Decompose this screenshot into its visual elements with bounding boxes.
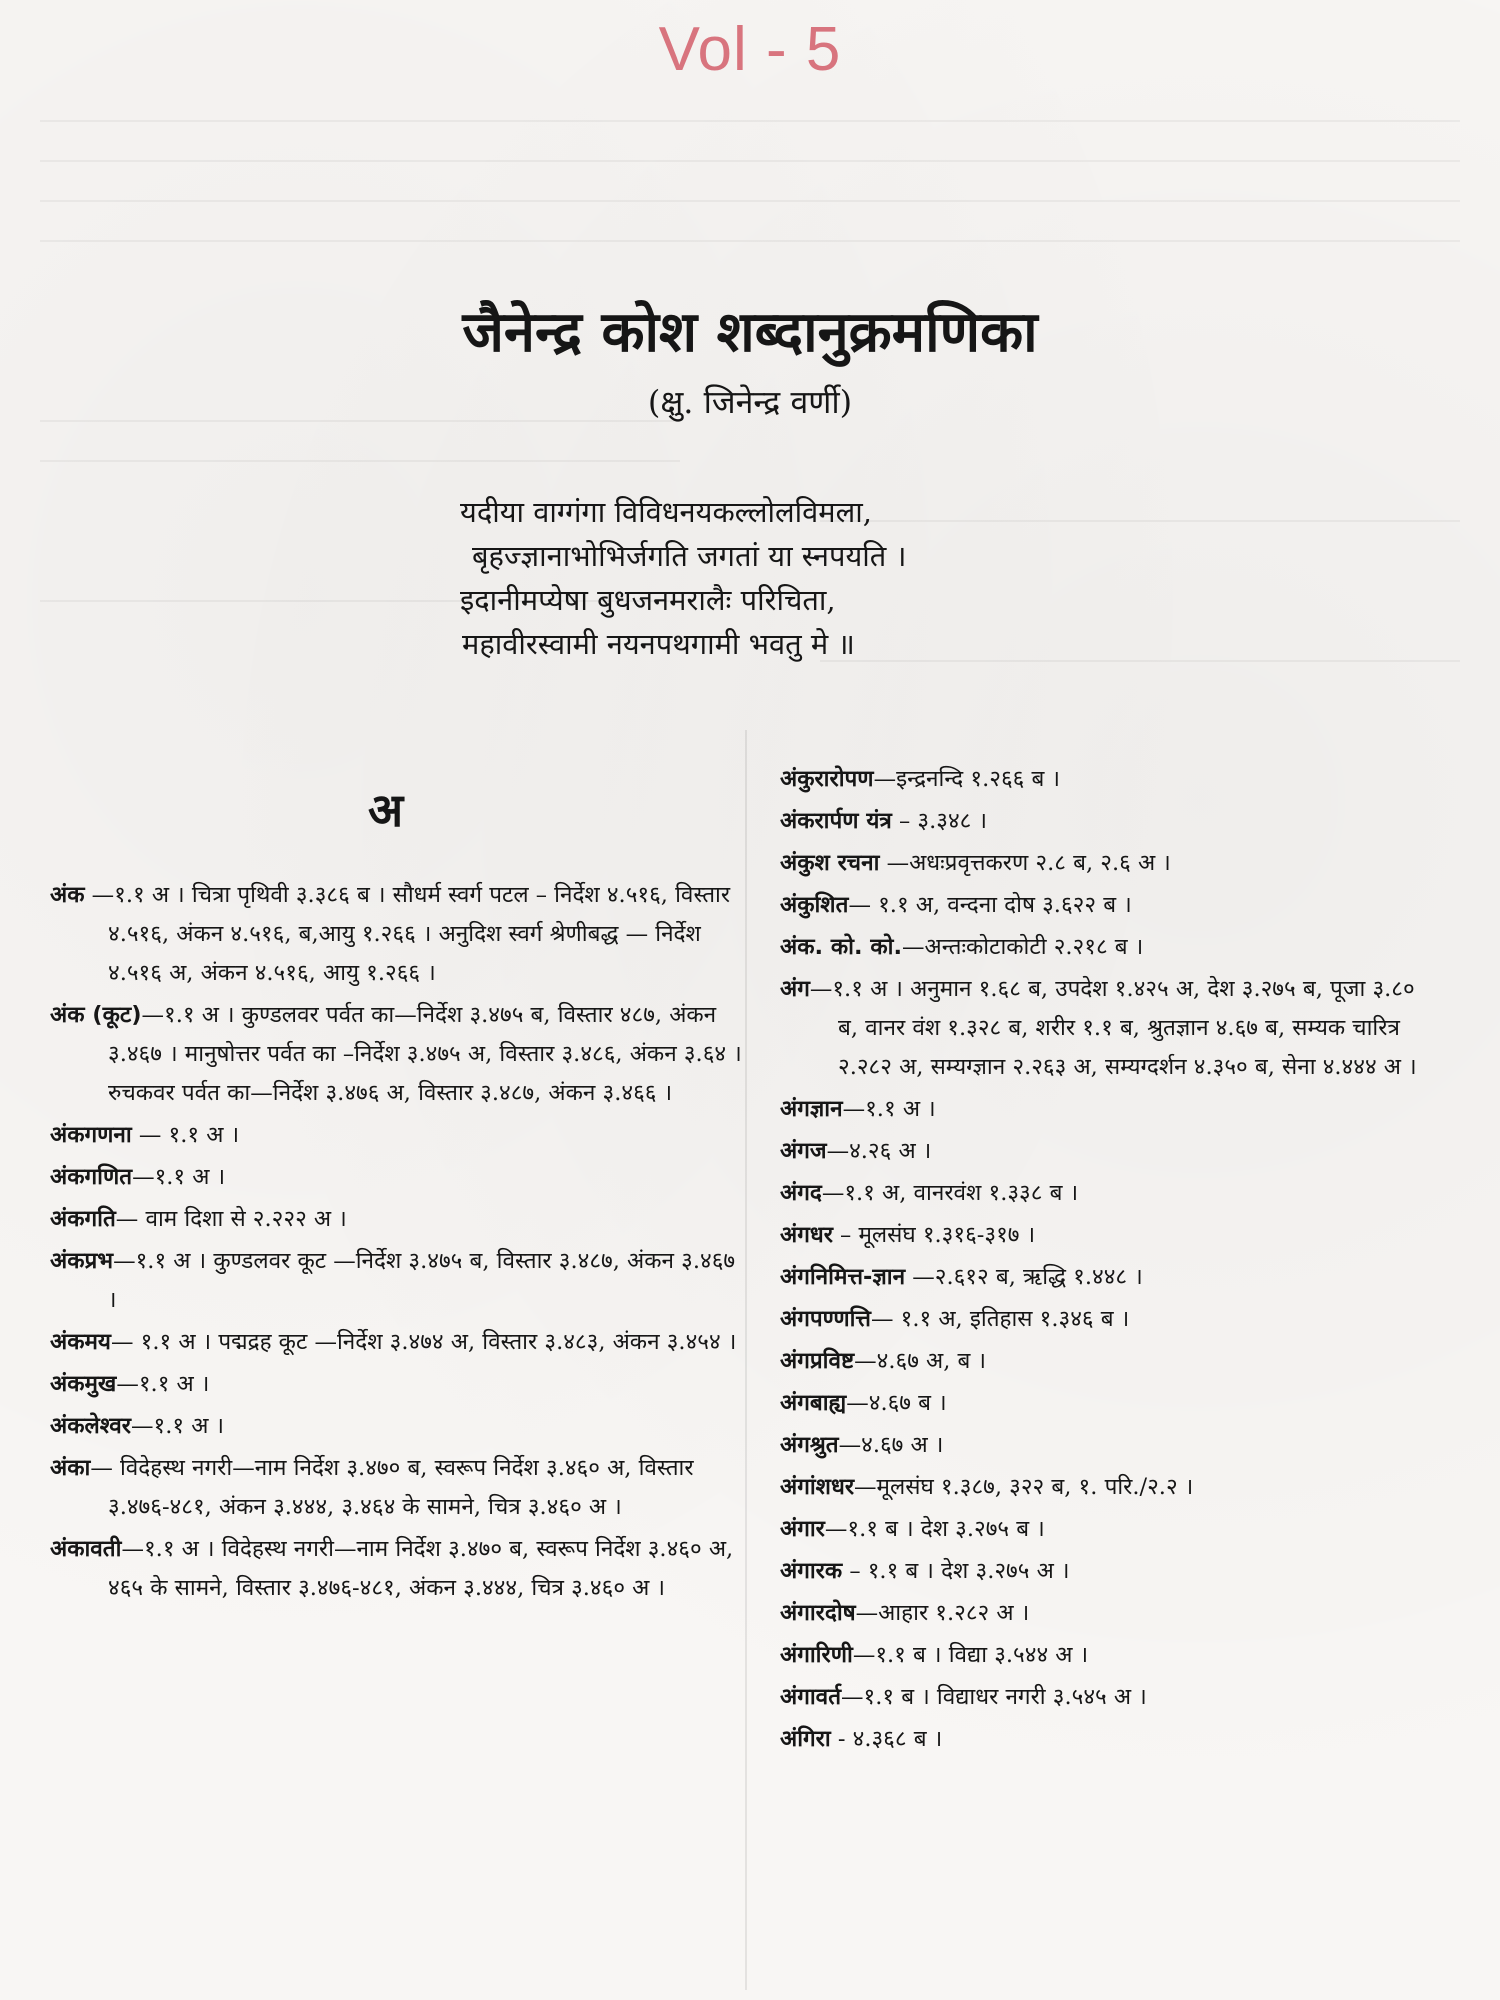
index-entry	[50, 1365, 750, 1404]
entry-references: - ४.३६८ ब ।	[830, 1726, 943, 1752]
entry-headword: अंकमय	[50, 1329, 111, 1355]
index-entry	[780, 760, 1420, 799]
index-entry	[780, 1552, 1420, 1591]
entry-references: —अधःप्रवृत्तकरण २.८ ब, २.६ अ ।	[879, 850, 1171, 876]
entry-headword: अंगारिणी	[780, 1642, 853, 1668]
entry-references: —१.१ अ । चित्रा पृथिवी ३.३८६ ब । सौधर्म स्वर्ग पटल – निर्देश ४.५१६, विस्तार ४.५१६, अंकन ४.५१६, ब,आयु १.२६६ । अनुदिश स्वर्ग श्रेणीबद्ध — निर्देश ४.५१६ अ, अंकन ४.५१६, आयु १.२६६ ।	[84, 882, 731, 986]
index-entry	[780, 928, 1420, 967]
entry-headword: अंगज	[780, 1138, 827, 1164]
index-entry	[50, 1158, 750, 1197]
entry-references: —४.२६ अ ।	[826, 1138, 932, 1164]
entry-headword: अंगनिमित्त-ज्ञान	[780, 1264, 906, 1290]
entry-references: —१.१ अ ।	[116, 1371, 210, 1397]
section-letter: अ	[368, 783, 404, 837]
entry-references: —१.१ अ, वानरवंश १.३३८ ब ।	[821, 1180, 1079, 1206]
entry-headword: अंक	[50, 882, 85, 908]
entry-references: — १.१ अ, इतिहास १.३४६ ब ।	[870, 1306, 1130, 1332]
index-entry	[50, 1242, 750, 1320]
entry-references: —१.१ अ ।	[132, 1164, 226, 1190]
index-entry	[780, 886, 1420, 925]
index-entry	[780, 1216, 1420, 1255]
verse-line: बृहज्ज्ञानाभोभिर्जगति जगतां या स्नपयति ।	[472, 539, 907, 573]
index-entry	[780, 1720, 1420, 1759]
entry-headword: अंगांशधर	[780, 1474, 855, 1500]
entry-headword: अंकावती	[50, 1536, 122, 1562]
entry-references: —१.१ ब । विद्या ३.५४४ अ ।	[852, 1642, 1089, 1668]
entry-references: —१.१ अ ।	[131, 1413, 225, 1439]
verse-line: इदानीमप्येषा बुधजनमरालैः परिचिता,	[460, 583, 836, 617]
index-entry	[50, 1407, 750, 1446]
entry-references: – १.१ ब । देश ३.२७५ अ ।	[842, 1558, 1070, 1584]
entry-headword: अंक (कूट)	[50, 1002, 142, 1028]
entry-headword: अंगिरा	[780, 1726, 831, 1752]
entry-headword: अंकलेश्वर	[50, 1413, 132, 1439]
entry-references: —१.१ अ । कुण्डलवर पर्वत का—निर्देश ३.४७५ ब, विस्तार ४८७, अंकन ३.४६७ । मानुषोत्तर पर्वत का –निर्देश ३.४७५ अ, विस्तार ३.४८६, अंकन ३.६४ । रुचकवर पर्वत का—निर्देश ३.४७६ अ, विस्तार ३.४८७, अंकन ३.४६६ ।	[108, 1002, 742, 1106]
entry-references: — वाम दिशा से २.२२२ अ ।	[115, 1206, 347, 1232]
entry-references: — १.१ अ । पद्मद्रह कूट —निर्देश ३.४७४ अ, विस्तार ३.४८३, अंकन ३.४५४ ।	[110, 1329, 737, 1355]
index-entry	[780, 1300, 1420, 1339]
entry-headword: अंकप्रभ	[50, 1248, 114, 1274]
index-entry	[780, 1594, 1420, 1633]
entry-headword: अंगप्रविष्ट	[780, 1348, 855, 1374]
entry-references: —१.१ ब । विद्याधर नगरी ३.५४५ अ ।	[841, 1684, 1147, 1710]
entry-headword: अंकरार्पण यंत्र	[780, 808, 892, 834]
index-entry	[780, 844, 1420, 883]
entry-references: —मूलसंघ १.३८७, ३२२ ब, १. परि./२.२ ।	[854, 1474, 1194, 1500]
entry-headword: अंगज्ञान	[780, 1096, 843, 1122]
index-entry	[50, 876, 750, 993]
index-entry	[780, 1384, 1420, 1423]
entry-references: —२.६१२ ब, ऋद्धि १.४४८ ।	[905, 1264, 1143, 1290]
entry-references: —१.१ अ । विदेहस्थ नगरी—नाम निर्देश ३.४७० ब, स्वरूप निर्देश ३.४६० अ, ४६५ के सामने, विस्तार ३.४७६-४८१, अंकन ३.४४४, चित्र ३.४६० अ ।	[108, 1536, 734, 1601]
verse-line: महावीरस्वामी नयनपथगामी भवतु मे ॥	[462, 627, 855, 661]
entry-headword: अंकुरारोपण	[780, 766, 874, 792]
index-entry	[50, 1449, 750, 1527]
index-entry	[780, 1090, 1420, 1129]
entry-headword: अंकुश रचना	[780, 850, 880, 876]
entry-references: – मूलसंघ १.३१६-३१७ ।	[832, 1222, 1036, 1248]
entry-references: —आहार १.२८२ अ ।	[855, 1600, 1030, 1626]
index-column-right	[780, 760, 1420, 1762]
entry-references: —१.१ अ ।	[842, 1096, 936, 1122]
entry-references: — १.१ अ ।	[131, 1122, 240, 1148]
index-entry	[50, 996, 750, 1113]
entry-headword: अंका	[50, 1455, 91, 1481]
entry-references: —४.६७ अ ।	[838, 1432, 944, 1458]
index-entry	[780, 1678, 1420, 1717]
index-entry	[780, 1510, 1420, 1549]
entry-headword: अंक. को. को.	[780, 934, 902, 960]
page-title: जैनेन्द्र कोश शब्दानुक्रमणिका	[462, 300, 1038, 365]
entry-references: —इन्द्रनन्दि १.२६६ ब ।	[873, 766, 1061, 792]
index-entry	[780, 1342, 1420, 1381]
entry-headword: अंगधर	[780, 1222, 833, 1248]
entry-references: — १.१ अ, वन्दना दोष ३.६२२ ब ।	[848, 892, 1132, 918]
index-entry	[50, 1530, 750, 1608]
entry-headword: अंकुशित	[780, 892, 849, 918]
author-line: (क्षु. जिनेन्द्र वर्णी)	[647, 383, 853, 421]
entry-references: —१.१ ब । देश ३.२७५ ब ।	[824, 1516, 1045, 1542]
entry-references: —१.१ अ । अनुमान १.६८ ब, उपदेश १.४२५ अ, देश ३.२७५ ब, पूजा ३.८० ब, वानर वंश १.३२८ ब, शरीर १.१ ब, श्रुतज्ञान ४.६७ ब, सम्यक चारित्र २.२८२ अ, सम्यग्ज्ञान २.२६३ अ, सम्यग्दर्शन ४.३५० ब, सेना ४.४४४ अ ।	[809, 976, 1417, 1080]
entry-headword: अंगबाह्य	[780, 1390, 847, 1416]
entry-headword: अंगार	[780, 1516, 825, 1542]
volume-label: Vol - 5	[658, 15, 842, 84]
index-entry	[780, 1174, 1420, 1213]
index-entry	[780, 802, 1420, 841]
entry-references: —अन्तःकोटाकोटी २.२१८ ब ।	[902, 934, 1144, 960]
entry-headword: अंगावर्त	[780, 1684, 842, 1710]
verse-line: यदीया वाग्गंगा विविधनयकल्लोलविमला,	[460, 495, 873, 529]
entry-headword: अंकगणना	[50, 1122, 132, 1148]
entry-references: —४.६७ ब ।	[846, 1390, 947, 1416]
invocation-verse	[460, 490, 1180, 666]
entry-headword: अंगारक	[780, 1558, 843, 1584]
entry-headword: अंकमुख	[50, 1371, 117, 1397]
entry-headword: अंगपण्णत्ति	[780, 1306, 871, 1332]
index-entry	[50, 1323, 750, 1362]
index-entry	[50, 1200, 750, 1239]
entry-headword: अंगद	[780, 1180, 822, 1206]
index-entry	[780, 1258, 1420, 1297]
entry-headword: अंगश्रुत	[780, 1432, 839, 1458]
entry-references: —१.१ अ । कुण्डलवर कूट —निर्देश ३.४७५ ब, विस्तार ३.४८७, अंकन ३.४६७ ।	[108, 1248, 736, 1313]
index-entry	[780, 1468, 1420, 1507]
index-entry	[780, 1636, 1420, 1675]
entry-headword: अंग	[780, 976, 810, 1002]
index-entry	[780, 1426, 1420, 1465]
index-entry	[780, 970, 1420, 1087]
entry-headword: अंकगणित	[50, 1164, 133, 1190]
entry-references: —४.६७ अ, ब ।	[854, 1348, 987, 1374]
entry-references: – ३.३४८ ।	[891, 808, 988, 834]
index-entry	[780, 1132, 1420, 1171]
entry-references: — विदेहस्थ नगरी—नाम निर्देश ३.४७० ब, स्वरूप निर्देश ३.४६० अ, विस्तार ३.४७६-४८१, अंकन ३.४४४, ३.४६४ के सामने, चित्र ३.४६० अ ।	[90, 1455, 694, 1520]
entry-headword: अंगारदोष	[780, 1600, 856, 1626]
entry-headword: अंकगति	[50, 1206, 116, 1232]
index-column-left	[50, 876, 750, 1611]
index-entry	[50, 1116, 750, 1155]
